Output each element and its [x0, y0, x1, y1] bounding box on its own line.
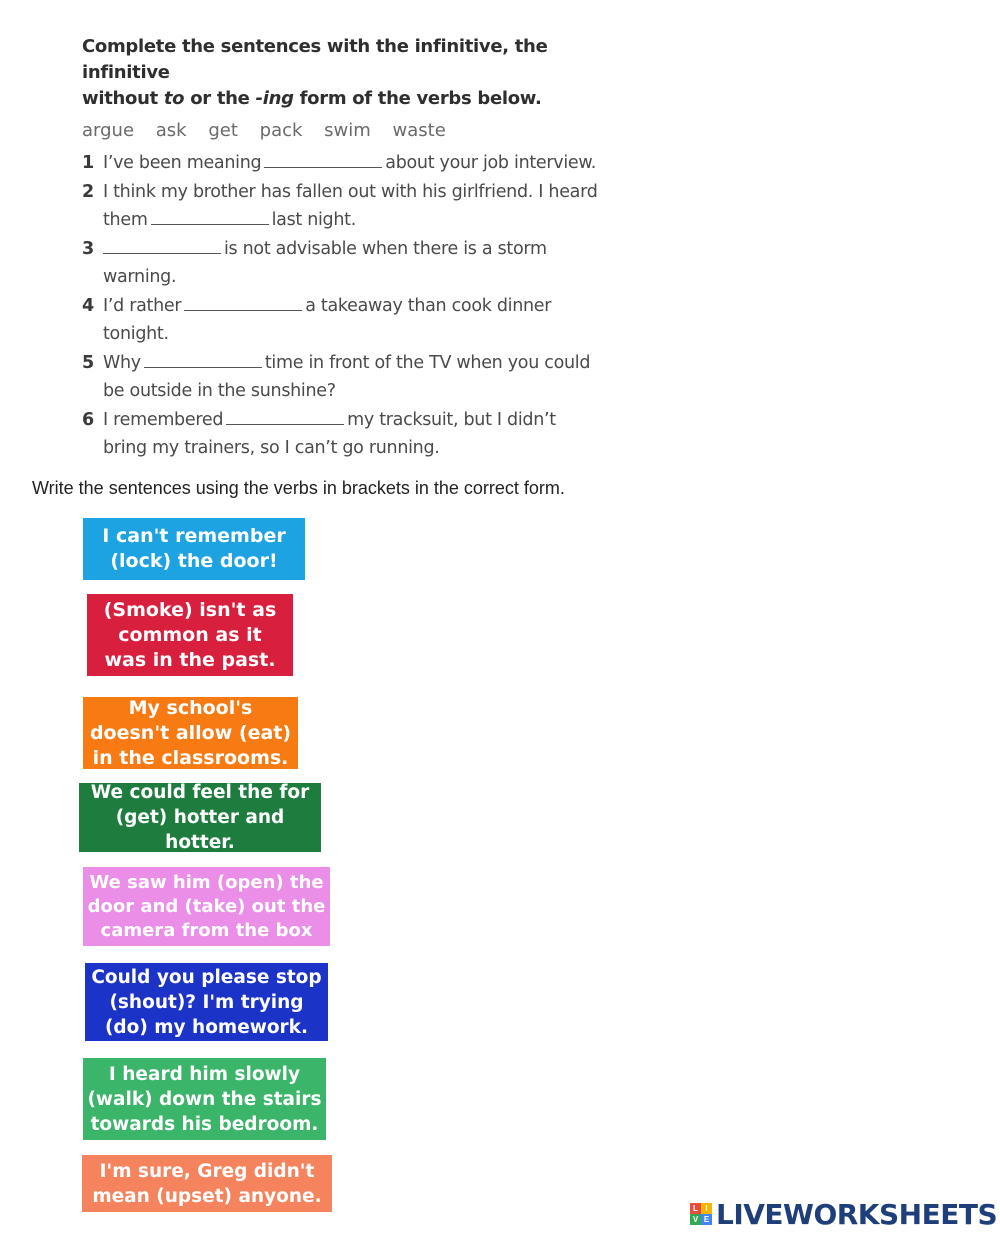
sentence-card-2[interactable]: (Smoke) isn't as common as it was in the past. — [87, 594, 293, 676]
exercise-1-title: Complete the sentences with the infinitive, the infinitive without to or the -ing form of the verbs below. — [82, 36, 548, 109]
verb: pack — [259, 120, 303, 141]
sentence-list — [82, 149, 622, 463]
liveworksheets-logo — [690, 1196, 997, 1232]
sentence-card-3[interactable]: My school's doesn't allow (eat) in the classrooms. — [83, 697, 298, 769]
verb: swim — [324, 120, 371, 141]
verb-list — [82, 120, 622, 141]
verb: waste — [392, 120, 446, 141]
sentence-card-7[interactable]: I heard him slowly (walk) down the stairs towards his bedroom. — [83, 1058, 326, 1140]
answer-blank[interactable] — [144, 353, 262, 368]
answer-blank[interactable] — [151, 210, 269, 225]
verb: argue — [82, 120, 135, 141]
logo-icon: L I V E — [690, 1203, 712, 1225]
answer-blank[interactable] — [103, 239, 221, 254]
answer-blank[interactable] — [264, 153, 382, 168]
verb: get — [208, 120, 238, 141]
sentence-6: 6 I remembered my tracksuit, but I didn’t bring my trainers, so I can’t go running. — [82, 409, 556, 458]
logo-text: LIVEWORKSHEETS — [716, 1197, 998, 1231]
answer-blank[interactable] — [184, 296, 302, 311]
exercise-2-instruction: Write the sentences using the verbs in brackets in the correct form. — [32, 478, 565, 498]
sentence-2: 2 I think my brother has fallen out with his girlfriend. I heard them last night. — [82, 181, 598, 230]
answer-blank[interactable] — [226, 410, 344, 425]
exercise-1 — [82, 34, 622, 463]
sentence-4: 4 I’d rather a takeaway than cook dinner tonight. — [82, 295, 552, 344]
sentence-card-4[interactable]: We could feel the for (get) hotter and hotter. — [79, 783, 321, 852]
sentence-1: 1 I’ve been meaning about your job interview. — [82, 153, 597, 173]
verb: ask — [155, 120, 187, 141]
sentence-5: 5 Why time in front of the TV when you could be outside in the sunshine? — [82, 352, 591, 401]
sentence-3: 3 is not advisable when there is a storm warning. — [82, 238, 547, 287]
sentence-card-6[interactable]: Could you please stop (shout)? I'm trying (do) my homework. — [85, 963, 328, 1041]
sentence-card-1[interactable]: I can't remember (lock) the door! — [83, 518, 305, 580]
sentence-card-8[interactable]: I'm sure, Greg didn't mean (upset) anyone. — [82, 1155, 332, 1212]
sentence-card-5[interactable]: We saw him (open) the door and (take) out the camera from the box — [83, 867, 330, 946]
